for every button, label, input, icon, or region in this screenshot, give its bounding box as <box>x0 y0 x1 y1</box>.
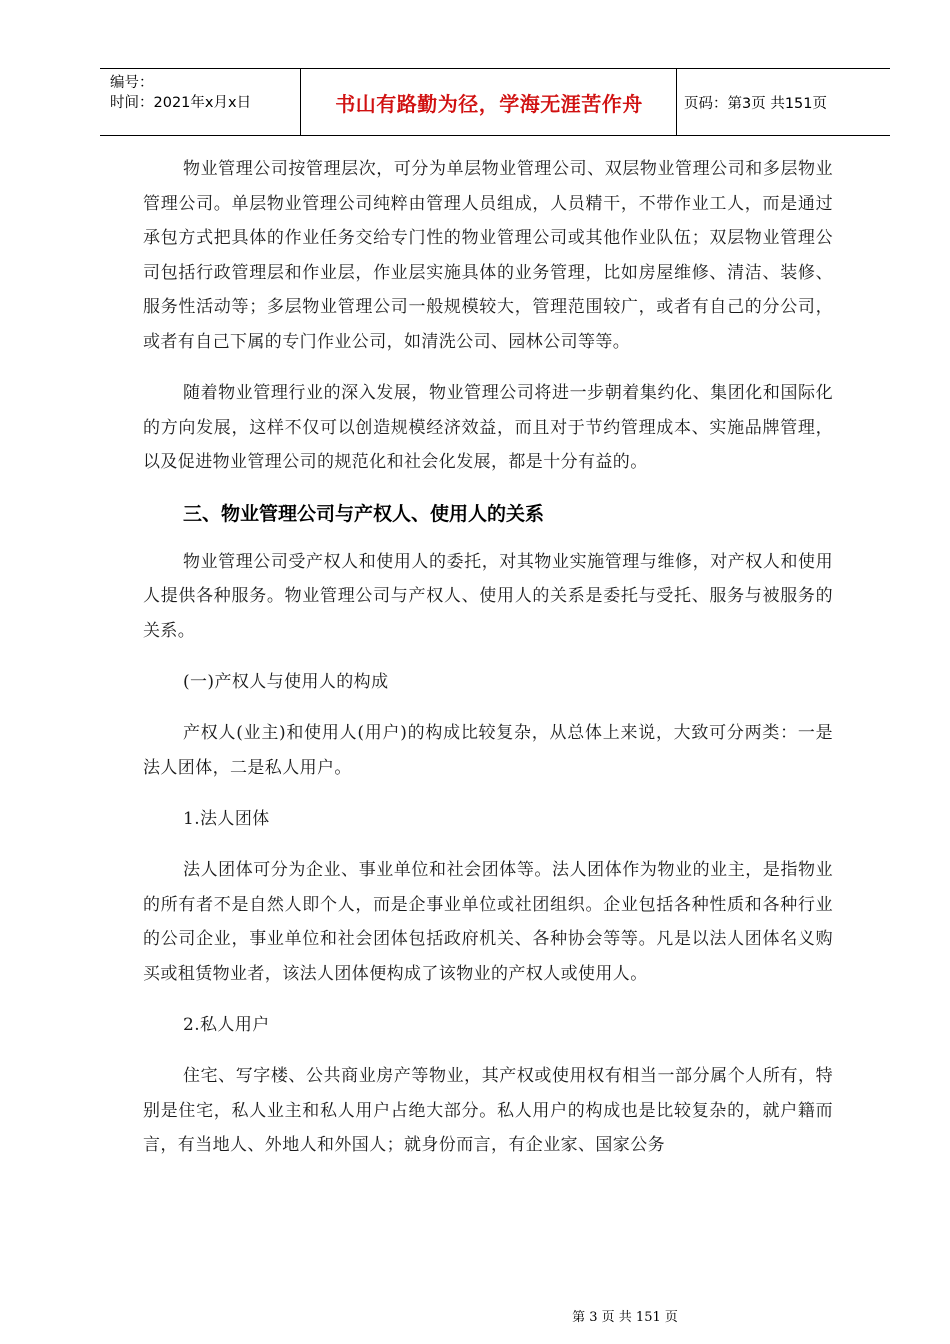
header-divider <box>676 69 677 135</box>
header-divider <box>300 69 301 135</box>
header-page-info: 页码：第3页 共151页 <box>684 95 828 112</box>
paragraph: 随着物业管理行业的深入发展，物业管理公司将进一步朝着集约化、集团化和国际化的方向发展，这样不仅可以创造规模经济效益，而且对于节约管理成本、实施品牌管理，以及促进物业管理公司的规范化和社会化发展，都是十分有益的。 <box>143 383 833 472</box>
paragraph: 住宅、写字楼、公共商业房产等物业，其产权或使用权有相当一部分属个人所有，特别是住宅，私人业主和私人用户占绝大部分。私人用户的构成也是比较复杂的，就户籍而言，有当地人、外地人和外国人；就身份而言，有企业家、国家公务 <box>143 1066 833 1155</box>
paragraph: 物业管理公司按管理层次，可分为单层物业管理公司、双层物业管理公司和多层物业管理公司。单层物业管理公司纯粹由管理人员组成，人员精干，不带作业工人，而是通过承包方式把具体的作业任务交给专门性的物业管理公司或其他作业队伍；双层物业管理公司包括行政管理层和作业层，作业层实施具体的业务管理，比如房屋维修、清洁、装修、服务性活动等；多层物业管理公司一般规模较大，管理范围较广，或者有自己的分公司，或者有自己下属的专门作业公司，如清洗公司、园林公司等等。 <box>143 159 833 352</box>
page-footer: 第 3 页 共 151 页 <box>572 1310 678 1325</box>
paragraph: 法人团体可分为企业、事业单位和社会团体等。法人团体作为物业的业主，是指物业的所有者不是自然人即个人，而是企事业单位或社团组织。企业包括各种性质和各种行业的公司企业，事业单位和社会团体包括政府机关、各种协会等等。凡是以法人团体名义购买或租赁物业者，该法人团体便构成了该物业的产权人或使用人。 <box>143 860 833 984</box>
subsection-heading: 2.私人用户 <box>183 1015 270 1035</box>
section-heading: 三、物业管理公司与产权人、使用人的关系 <box>183 502 545 525</box>
paragraph: 产权人(业主)和使用人(用户)的构成比较复杂，从总体上来说，大致可分两类：一是法人团体，二是私人用户。 <box>143 723 833 778</box>
header-motto: 书山有路勤为径，学海无涯苦作舟 <box>335 91 643 116</box>
subsection-heading: 1.法人团体 <box>183 809 270 829</box>
header-date: 时间：2021年x月x日 <box>110 95 252 111</box>
document-body <box>143 152 833 1180</box>
header-meta <box>110 73 251 113</box>
subsection-heading: (一)产权人与使用人的构成 <box>183 672 389 692</box>
paragraph: 物业管理公司受产权人和使用人的委托，对其物业实施管理与维修，对产权人和使用人提供各种服务。物业管理公司与产权人、使用人的关系是委托与受托、服务与被服务的关系。 <box>143 551 833 641</box>
page-header <box>100 68 890 136</box>
header-number: 编号： <box>110 75 154 91</box>
